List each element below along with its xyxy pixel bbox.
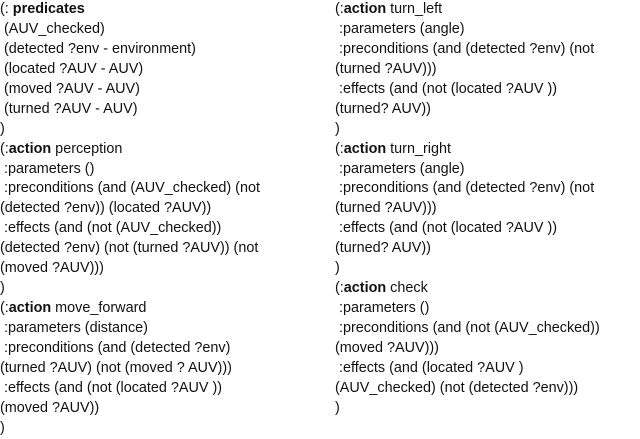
- pddl-line: [335, 279, 640, 299]
- pddl-line: [335, 239, 640, 259]
- pddl-line-text: :parameters (angle): [335, 160, 465, 177]
- pddl-line: [0, 20, 318, 40]
- pddl-line-text: (moved ?AUV)): [0, 399, 100, 416]
- pddl-line-text: ): [335, 120, 340, 137]
- pddl-line-text: :parameters (): [0, 160, 95, 177]
- pddl-line-text: (turned ?AUV))): [335, 200, 437, 217]
- pddl-line-text: :effects (and (not (located ?AUV )): [0, 379, 223, 396]
- pddl-line: [0, 60, 318, 80]
- pddl-line-text: :parameters (angle): [335, 20, 465, 37]
- pddl-left-column: [0, 0, 318, 439]
- pddl-line-text: (turned? AUV)): [335, 100, 431, 117]
- pddl-line-prefix: (:: [0, 1, 13, 17]
- pddl-line: [335, 179, 640, 199]
- pddl-line: [0, 419, 318, 439]
- pddl-line-text: (detected ?env) (not (turned ?AUV)) (not: [0, 240, 259, 257]
- pddl-line-text: (AUV_checked): [0, 20, 105, 37]
- pddl-line: [0, 0, 318, 20]
- pddl-line-text: turn_left: [386, 1, 443, 17]
- pddl-line: [0, 379, 318, 399]
- pddl-line: [0, 219, 318, 239]
- pddl-line: [0, 399, 318, 419]
- pddl-line-prefix: (:: [0, 300, 9, 317]
- pddl-line-text: (turned ?AUV - AUV): [0, 100, 138, 117]
- pddl-line: [335, 140, 640, 160]
- pddl-line-text: perception: [51, 140, 123, 157]
- pddl-line: [335, 60, 640, 80]
- pddl-line: [0, 100, 318, 120]
- pddl-line-text: check: [386, 280, 428, 297]
- pddl-line: [335, 339, 640, 359]
- pddl-line-text: :effects (and (not (located ?AUV )): [335, 220, 558, 237]
- pddl-line: [335, 319, 640, 339]
- pddl-line: [0, 339, 318, 359]
- pddl-keyword: action: [8, 300, 52, 317]
- pddl-line-text: :effects (and (located ?AUV ): [335, 359, 524, 376]
- pddl-line: [0, 259, 318, 279]
- pddl-line-text: :parameters (): [335, 300, 430, 317]
- pddl-line-text: (AUV_checked) (not (detected ?env))): [335, 379, 579, 396]
- pddl-line: [335, 100, 640, 120]
- pddl-line-prefix: (:: [335, 1, 344, 17]
- pddl-line-text: ): [0, 419, 5, 436]
- pddl-line-text: :preconditions (and (detected ?env) (not: [335, 180, 595, 197]
- pddl-line: [0, 140, 318, 160]
- pddl-line: [0, 239, 318, 259]
- pddl-line-text: (moved ?AUV))): [0, 260, 104, 277]
- pddl-line: [0, 359, 318, 379]
- pddl-line: [335, 80, 640, 100]
- pddl-line-text: ): [0, 280, 5, 297]
- pddl-line: [335, 199, 640, 219]
- pddl-line-text: (moved ?AUV))): [335, 339, 439, 356]
- pddl-line-text: :preconditions (and (not (AUV_checked)): [335, 320, 600, 336]
- pddl-line-text: turn_right: [386, 140, 451, 157]
- pddl-line-prefix: (:: [0, 140, 9, 157]
- pddl-keyword: action: [343, 140, 387, 157]
- pddl-line: [335, 359, 640, 379]
- pddl-line-text: ): [0, 120, 5, 137]
- pddl-line: [335, 299, 640, 319]
- pddl-line: [335, 40, 640, 60]
- pddl-line-text: (moved ?AUV - AUV): [0, 80, 140, 97]
- pddl-line: [0, 40, 318, 60]
- pddl-line: [335, 399, 640, 419]
- pddl-line: [0, 279, 318, 299]
- pddl-line-text: (turned ?AUV) (not (moved ? AUV))): [0, 359, 232, 376]
- pddl-line: [0, 179, 318, 199]
- pddl-line-text: :parameters (distance): [0, 320, 148, 336]
- pddl-line: [0, 80, 318, 100]
- pddl-line: [335, 259, 640, 279]
- pddl-line: [335, 379, 640, 399]
- pddl-line-text: move_forward: [51, 300, 147, 317]
- pddl-line-prefix: (:: [335, 280, 344, 297]
- pddl-line-text: :effects (and (not (located ?AUV )): [335, 80, 558, 97]
- pddl-line-text: :effects (and (not (AUV_checked)): [0, 220, 222, 237]
- pddl-keyword: predicates: [12, 1, 85, 17]
- pddl-line-text: ): [335, 260, 340, 277]
- pddl-keyword: action: [8, 140, 52, 157]
- pddl-line-prefix: (:: [335, 140, 344, 157]
- pddl-line-text: (detected ?env - environment): [0, 40, 196, 57]
- pddl-line: [335, 20, 640, 40]
- pddl-line: [0, 199, 318, 219]
- pddl-line: [335, 120, 640, 140]
- pddl-line: [335, 0, 640, 20]
- pddl-line-text: (turned ?AUV))): [335, 60, 437, 77]
- pddl-keyword: action: [343, 1, 387, 17]
- pddl-line-text: (turned? AUV)): [335, 240, 431, 257]
- pddl-line-text: ): [335, 399, 340, 416]
- pddl-right-column: [335, 0, 640, 419]
- pddl-line-text: :preconditions (and (detected ?env): [0, 339, 231, 356]
- pddl-line: [0, 319, 318, 339]
- pddl-keyword: action: [343, 280, 387, 297]
- pddl-line-text: :preconditions (and (detected ?env) (not: [335, 40, 595, 57]
- pddl-line: [0, 299, 318, 319]
- pddl-line: [335, 160, 640, 180]
- pddl-line-text: :preconditions (and (AUV_checked) (not: [0, 180, 260, 197]
- pddl-line: [0, 160, 318, 180]
- pddl-line-text: (located ?AUV - AUV): [0, 60, 144, 77]
- pddl-line: [335, 219, 640, 239]
- pddl-line: [0, 120, 318, 140]
- pddl-line-text: (detected ?env)) (located ?AUV)): [0, 200, 212, 217]
